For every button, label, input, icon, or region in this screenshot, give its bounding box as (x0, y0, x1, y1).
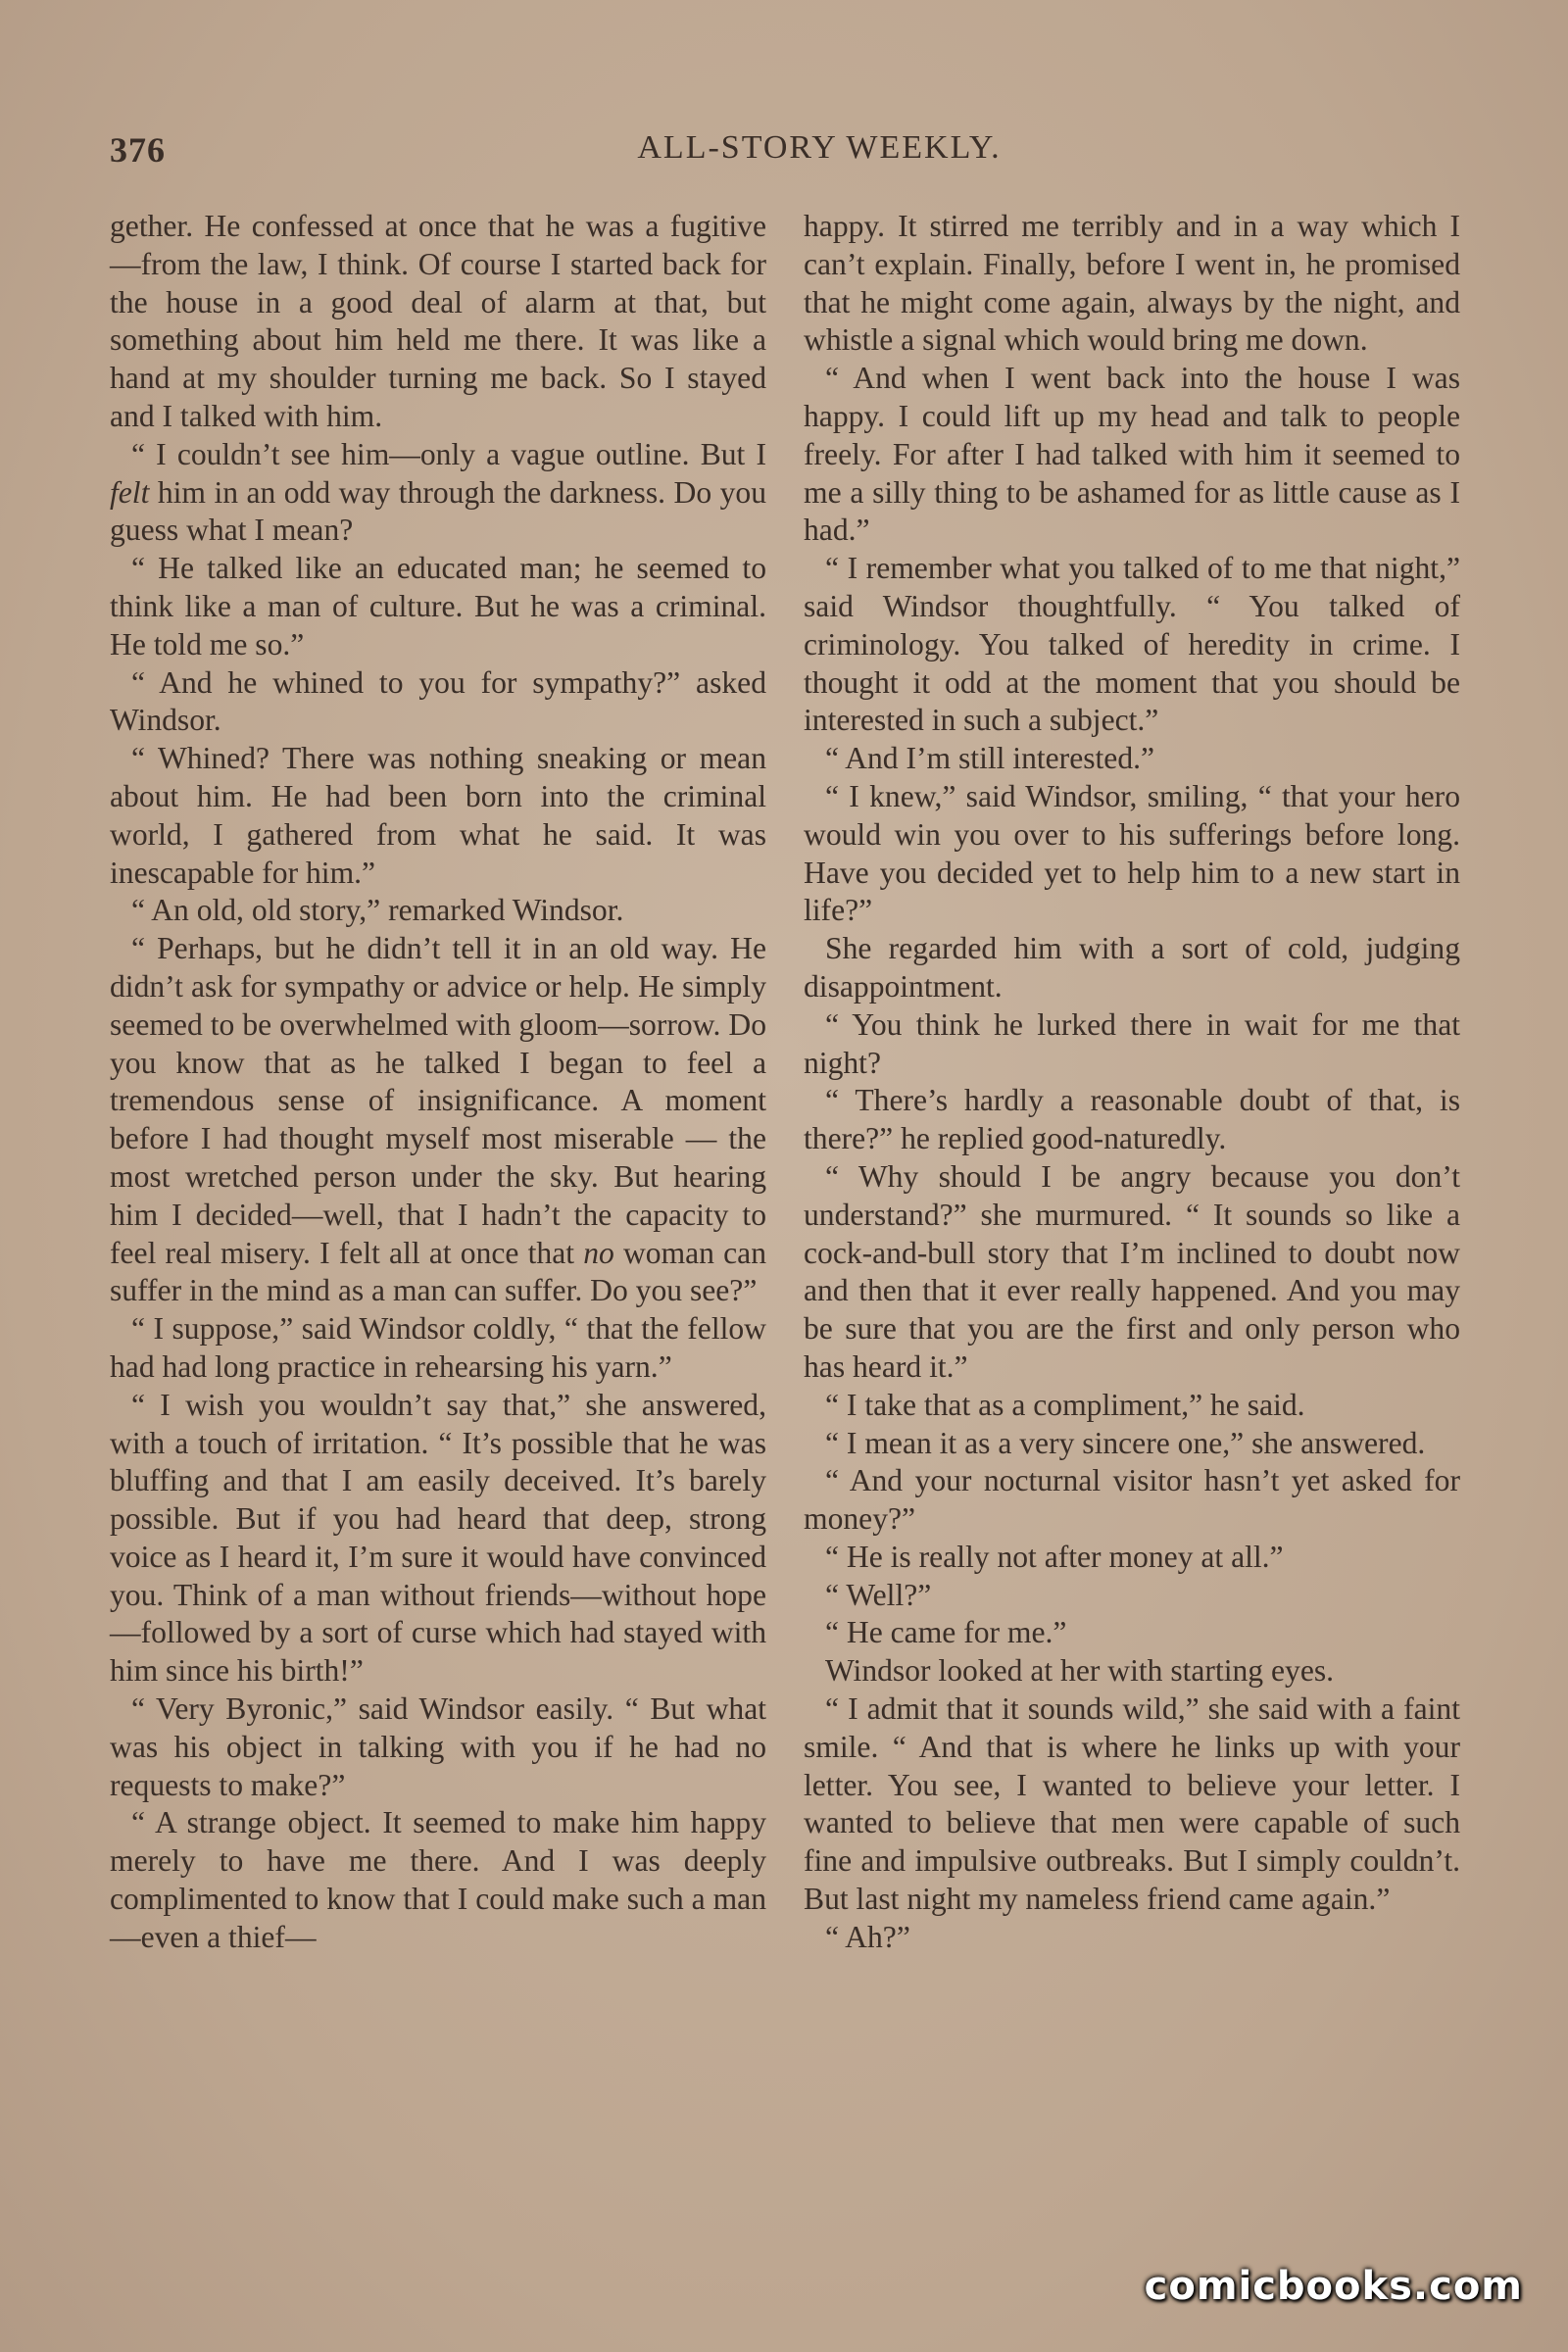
paragraph: “ He talked like an educated man; he seemed to think like a man of culture. But he was a criminal. He told me so.” (110, 551, 766, 662)
running-head: ALL-STORY WEEKLY. (637, 129, 1002, 166)
paragraph: “ You think he lurked there in wait for me that night? (804, 1006, 1460, 1080)
paragraph: “ And he whined to you for sympathy?” asked Windsor. (110, 664, 766, 738)
paragraph: “ And I’m still interested.” (825, 741, 1155, 776)
paragraph: “ I suppose,” said Windsor coldly, “ that the fellow had had long practice in rehearsing his yarn.” (110, 1311, 766, 1384)
paragraph: “ Well?” (825, 1577, 932, 1612)
paragraph: “ Ah?” (825, 1919, 910, 1954)
paragraph: “ I admit that it sounds wild,” she said with a faint smile. “ And that is where he links up with your letter. You see, I wanted to believe your letter. I wanted to believe that men were capable of such fine and impulsive outbreaks. But I simply couldn’t. But last night my nameless friend came again.” (804, 1691, 1460, 1917)
paragraph: gether. He confessed at once that he was a fugitive—from the law, I think. Of course I started back for the house in a good deal of alarm at that, but something about him held me there. It was like a hand at my shoulder turning me back. So I stayed and I talked with him. (110, 209, 766, 433)
paragraph (110, 930, 766, 1310)
paragraph-text: woman can suffer in the mind as a man can suffer. Do you see?” (110, 1235, 766, 1308)
paragraph: “ And your nocturnal visitor hasn’t yet asked for money?” (804, 1463, 1460, 1537)
paragraph: “ I take that as a compliment,” he said. (825, 1387, 1305, 1422)
paragraph-text: “ I couldn’t see him—only a vague outline. But I (131, 436, 766, 471)
paragraph: “ An old, old story,” remarked Windsor. (131, 893, 624, 928)
paragraph: happy. It stirred me terribly and in a way which I can’t explain. Finally, before I went in, he promised that he might come again, always by the night, and whistle a signal which would bring me down. (804, 209, 1460, 358)
paragraph-text: “ Perhaps, but he didn’t tell it in an old way. He didn’t ask for sympathy or advice or help. He simply seemed to be overwhelmed with gloom—sorrow. Do you know that as he talked I began to feel a tremendous sense of insignificance. A moment before I had thought myself most miserable — the most wretched person under the sky. But hearing him I decided—well, that I hadn’t the capacity to feel real misery. I felt all at once that (110, 931, 766, 1270)
paragraph: “ I mean it as a very sincere one,” she answered. (825, 1425, 1426, 1460)
paragraph: “ There’s hardly a reasonable doubt of that, is there?” he replied good-naturedly. (804, 1083, 1460, 1156)
paragraph: “ I knew,” said Windsor, smiling, “ that your hero would win you over to his sufferings before long. Have you decided yet to help him to a new start in life?” (804, 778, 1460, 928)
paragraph: “ Whined? There was nothing sneaking or mean about him. He had been born into the criminal world, I gathered from what he said. It was inescapable for him.” (110, 741, 766, 890)
paragraph: “ And when I went back into the house I was happy. I could lift up my head and talk to people freely. For after I had talked with him it seemed to me a silly thing to be ashamed for as little cause as I had.” (804, 361, 1460, 548)
emphasis: no (583, 1235, 614, 1270)
paragraph: “ I remember what you talked of to me that night,” said Windsor thoughtfully. “ You talked of criminology. You talked of heredity in crime. I thought it odd at the moment that you should be interested in such a subject.” (804, 551, 1460, 738)
paragraph (110, 436, 766, 550)
text-column-left (110, 208, 766, 1957)
paragraph-text: him in an odd way through the darkness. Do you guess what I mean? (110, 474, 766, 548)
paragraph: “ Why should I be angry because you don’t understand?” she murmured. “ It sounds so like a cock-and-bull story that I’m inclined to doubt now and then that it ever really happened. And you may be sure that you are the first and only person who has heard it.” (804, 1158, 1460, 1384)
watermark: comicbooks.com (1144, 2264, 1523, 2309)
paragraph: “ I wish you wouldn’t say that,” she answered, with a touch of irritation. “ It’s possible that he was bluffing and that I am easily deceived. It’s barely possible. But if you had heard that deep, strong voice as I heard it, I’m sure it would have convinced you. Think of a man without friends—without hope—followed by a sort of curse which had stayed with him since his birth!” (110, 1387, 766, 1689)
paragraph: “ He came for me.” (825, 1615, 1067, 1650)
emphasis: felt (110, 474, 150, 510)
paragraph: “ A strange object. It seemed to make him happy merely to have me there. And I was deeply complimented to know that I could make such a man—even a thief— (110, 1805, 766, 1954)
page-header (110, 129, 1460, 178)
paragraph: Windsor looked at her with starting eyes. (825, 1653, 1335, 1689)
paragraph: She regarded him with a sort of cold, judging disappointment. (804, 931, 1460, 1004)
text-column-right (804, 208, 1460, 1957)
paragraph: “ Very Byronic,” said Windsor easily. “ But what was his object in talking with you if he had no requests to make?” (110, 1691, 766, 1802)
paragraph: “ He is really not after money at all.” (825, 1539, 1284, 1574)
page-number: 376 (110, 130, 166, 170)
